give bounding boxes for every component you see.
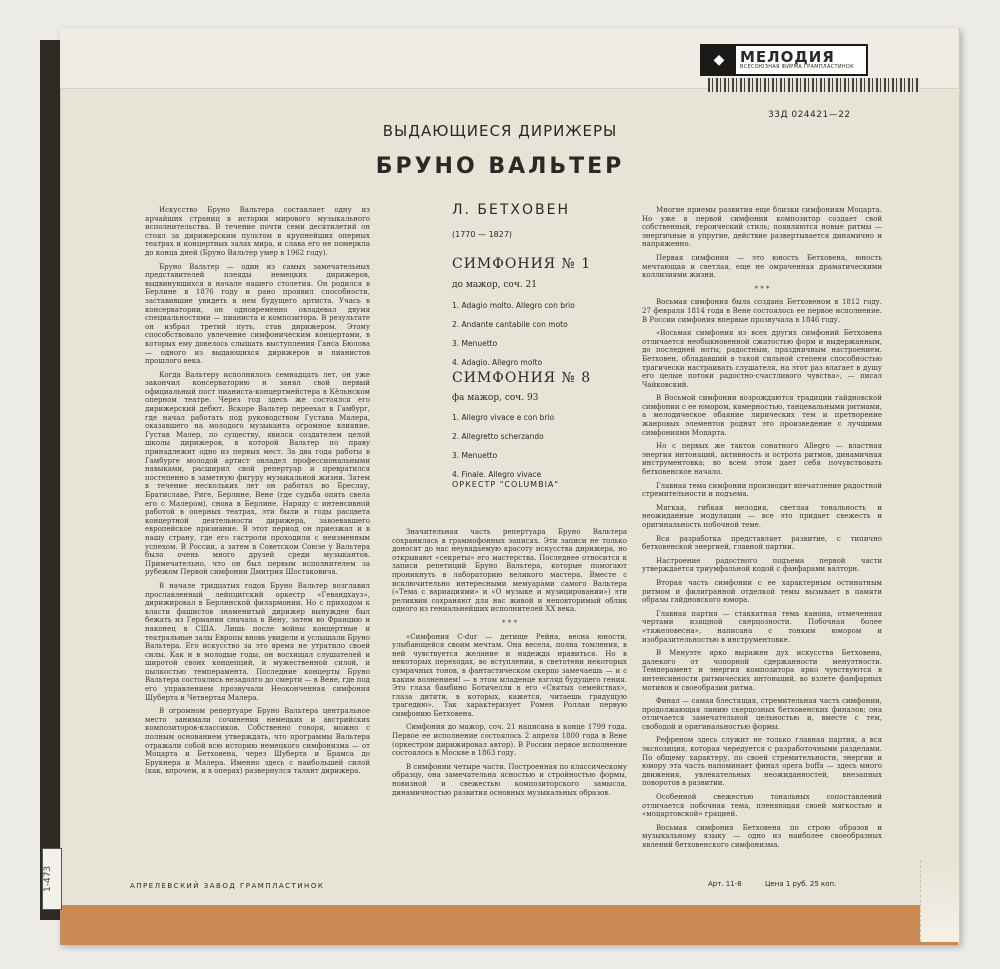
paragraph: Восьмая симфония была создана Бетховеном в 1812 году. 27 февраля 1814 года в Вене состоялось ее первое исполнение. В России симфония впервые прозвучала в 1846 году. [642, 298, 882, 324]
symphony-8-movements [452, 408, 554, 484]
paragraph: «Восьмая симфония из всех других симфоний Бетховена отличается необыкновенной сжатостью форм и выдержанным, до последней ноты, радостным, праздничным настроением. Бетховен, обладавший в такой сильной степени способностью трагически настраивать слушателя, на этот раз влагает в душу его целые потоки радостно-счастливого чувства», — писал Чайковский. [642, 329, 882, 389]
composer-dates: (1770 — 1827) [452, 230, 513, 239]
paragraph: Первая симфония — это юность Бетховена, юность мечтающая и светлая, еще не омраченная драматическими коллизиями жизни. [642, 253, 882, 280]
conductor-name: БРУНО ВАЛЬТЕР [375, 154, 625, 179]
paragraph: В начале тридцатых годов Бруно Вальтер возглавил прославленный лейпцигский оркестр «Гевандхауз», дирижировал в Берлинской филармонии. Но с приходом к власти фашистов знаменитый дирижер вынужден был бежать из Германии сначала в Вену, затем во Францию и наконец в США. Лишь после войны концертные и театральные залы Европы вновь увидели и услышали Бруно Вальтера. Его искусство за это время не утратило своей силы. Как и в молодые годы, он восхищал слушателей и широтой своих концепций, и мужественной силой, и пылкостью темперамента. Последние концерты Бруно Вальтера состоялись незадолго до смерти — в Вене, где под его управлением прозвучали Неоконченная симфония Шуберта и Четвертая Малера. [145, 581, 370, 702]
symphony-1-title: СИМФОНИЯ № 1 [452, 256, 592, 272]
paragraph: Вся разработка представляет развитие, с типично бетховенской энергией, главной партии. [642, 534, 882, 552]
price-label: Цена 1 руб. 25 коп. [765, 880, 837, 888]
logo-subtitle: ВСЕСОЮЗНАЯ ФИРМА ГРАМПЛАСТИНОК [740, 64, 855, 70]
paragraph: Симфония до мажор, соч. 21 написана в конце 1799 года. Первое ее исполнение состоялось 2 апреля 1800 года в Вене (оркестром дирижировал автор). В России первое исполнение состоялось в Москве в 1863 году. [392, 723, 627, 758]
symphony-8-title: СИМФОНИЯ № 8 [452, 370, 592, 386]
orchestra-name: ОРКЕСТР "COLUMBIA" [452, 480, 560, 489]
decorative-strip [708, 78, 920, 92]
movement-item: 2. Allegretto scherzando [452, 432, 544, 441]
section-divider: * * * [502, 618, 517, 627]
paragraph: В огромном репертуаре Бруно Вальтера центральное место занимали сочинения немецких и австрийских композиторов-классиков. Собственно говоря, можно с полным основанием утверждать, что программы Вальтера отражали собой всю историю немецкого симфонизма — от Моцарта и Бетховена, через Шуберта и Брамса до Брукнера и Малера. Именно здесь с наибольшей силой (как, впрочем, и в операх) развернулся талант дирижера. [145, 707, 370, 776]
movement-item: 4. Adagio. Allegro molto [452, 358, 543, 367]
article-number: Арт. 11-8 [708, 880, 742, 888]
paragraph: Значительная часть репертуара Бруно Вальтера сохранилась в граммофонных записях. Эти записи не только доносят до нас неувядаемую красоту искусства дирижера, но открывают «секреты» его мастерства. Последнее относится к записи репетиций Бруно Вальтера, которые помогают проникнуть в лабораторию великого мастера. Вместе с исключительно интересными мемуарами самого Вальтера («Тема с вариациями» и «О музыке и музицировании») эти реликвии сохраняют для нас живой и неповторимый облик одного из гениальнейших исполнителей XX века. [392, 528, 627, 614]
paragraph: Главная партия — стаккатная тема канона, отмеченная чертами изящной скерцозности. Побочная более «тяжеловесна», написана с тонким юмором и изобразительностью в инструментовке. [642, 609, 882, 644]
left-text-column [145, 206, 370, 781]
paragraph: Когда Вальтеру исполнилось семнадцать лет, он уже закончил консерваторию и занял свой первый официальный пост пианиста-концертмейстера в Кёльнском оперном театре. Через год здесь же состоялся его дирижерский дебют. Вскоре Вальтер переехал в Гамбург, где начал работать под руководством Густава Малера, оказавшего на молодого музыканта огромное влияние. Густав Малер, по существу, явился создателем целой школы дирижеров, в которой Вальтер по праву принадлежит одно из первых мест. За два года работы в Гамбурге молодой артист овладел профессиональными навыками, расширил свой репертуар и превратился постепенно в заметную фигуру музыкальной жизни. Затем в течение нескольких лет он работал во Бреслау, Братиславе, Риге, Берлине, Вене (где судьба опять свела его с Малером), снова в Берлине. Наряду с интенсивной работой в оперных театрах, эти были и годы расцвета концертной деятельности дирижера, завоевавшего европейское признание. В этот период он приезжал и в нашу страну, где его гастроли проходили с неизменным успехом. В России, а затем в Советском Союзе у Вальтера было очень много друзей среди музыкантов. Примечательно, что он был первым исполнителем за рубежом Первой симфонии Дмитрия Шостаковича. [145, 370, 370, 577]
paragraph: «Симфония C-dur — детище Рейна, весна юности, улыбающейся своим мечтам. Она весела, полна томления, в ней чувствуется желание и надежда нравиться. Но в некоторых переходах, во вступлении, в светотени некоторых сумрачных тонов, в фантастическом скерцо замечаешь — и с каким волнением! — в этом младенце взгляд будущего гения. Это глаза бамбино Ботичелли в его «Святых семействах», глаза дитяти, в которых, кажется, читаешь грядущую трагедию». Так характеризует Ромен Роллан первую симфонию Бетховена. [392, 632, 627, 718]
series-title: ВЫДАЮЩИЕСЯ ДИРИЖЕРЫ [382, 122, 618, 140]
movement-item: 1. Adagio molto. Allegro con brio [452, 301, 575, 310]
paragraph: Особенной свежестью тональных сопоставлений отличается побочная тема, пленяющая своей мягкостью и «моцартовской» грацией. [642, 793, 882, 819]
handwritten-sticker: 1-473 [42, 848, 62, 910]
section-divider: * * * [754, 284, 770, 293]
paragraph: Главная тема симфонии производит впечатление радостной стремительности и подъема. [642, 481, 882, 499]
paragraph: Восьмая симфония Бетховена по строю образов и музыкальному языку — одно из наиболее своеобразных явлений бетховенского симфонизма. [642, 823, 882, 849]
symphony-8-key: фа мажор, соч. 93 [452, 393, 539, 403]
logo-wordmark: МЕЛОДИЯ [740, 48, 835, 66]
movement-item: 3. Menuetto [452, 339, 498, 348]
catalog-number: 33Д 024421—22 [768, 110, 851, 120]
paragraph: Мягкая, гибкая мелодия, светлая тональность и неожиданные модуляции — все это придает свежесть и оригинальность побочной теме. [642, 503, 882, 529]
right-text-column [642, 206, 882, 855]
paragraph: Вторая часть симфонии с ее характерным остинатным ритмом и филигранной отделкой темы вызывает в памяти образы гайдновского юмора. [642, 578, 882, 605]
melodiya-logo-icon: ◆ [702, 46, 736, 74]
movement-item: 2. Andante cantabile con moto [452, 320, 568, 329]
paragraph: В симфонии четыре части. Построенная по классическому образцу, она замечательна ясностью и стройностью формы, новизной и свежестью композиторского замысла, динамичностью развития основных музыкальных образов. [392, 762, 627, 797]
paragraph: Финал — самая блестящая, стремительная часть симфонии, продолжающая линию скерцозных бетховенских финалов; она отличается замечательной цельностью и, вместе с тем, свободой и оригинальностью формы. [642, 697, 882, 731]
bottom-edge [60, 905, 958, 945]
middle-text-column [392, 528, 627, 802]
paragraph: Многие приемы развития еще близки симфониям Моцарта. Но уже в первой симфонии композитор создает свой собственный, героический стиль; появляются новые ритмы — энергичные и упругие, действие развертывается динамично и напряженно. [642, 206, 882, 249]
paragraph: Но с первых же тактов сонатного Allegro — властная энергия интонаций, активность и острота ритмов, динамичная инструментовка; во всем этом дает себя почувствовать бетховенское начало. [642, 442, 882, 477]
paragraph: Настроение радостного подъема первой части утверждается триумфальной кодой с фанфарами валторн. [642, 556, 882, 574]
paragraph: Бруно Вальтер — один из самых замечательных представителей плеяды немецких дирижеров, выдвинувшихся в начале нашего столетия. Он родился в Берлине в 1876 году и рано проявил способности, заставившие увидеть в нем будущего артиста. Учась в консерватории, он одновременно овладевал двумя специальностями — пианиста и композитора. В результате он избрал третий путь, став дирижером. Этому способствовало увлечение симфоническим концертами, в которых ему довелось слышать выступления Ганса Бюлова — одного из выдающихся дирижеров и пианистов прошлого века. [145, 262, 370, 366]
movement-item: 4. Finale. Allegro vivace [452, 470, 542, 479]
factory-name: АПРЕЛЕВСКИЙ ЗАВОД ГРАМПЛАСТИНОК [130, 882, 325, 890]
paragraph: В Менуэте ярко выражен дух искусства Бетховена, далекого от чопорной сдержанности менуэтности. Темперамент и энергия композитора ярко чувствуются в интенсивности ритмических интонаций, во взлете фанфарных мотивов и своеобразии ритма. [642, 649, 882, 692]
paragraph: Рефреном здесь служит не только главная партия, а вся экспозиция, которая чередуется с разработочными разделами. По общему характеру, по своей стремительности, энергии и юмору эта часть напоминает финал opera buffa — здесь много движения, увлекательных неожиданностей, внезапных поворотов в развитии. [642, 736, 882, 788]
paragraph: В Восьмой симфонии возрождаются традиции гайдновской симфонии с ее юмором, камерностью, танцевальными ритмами, а мелодическое обаяние лирических тем и претворение жанровых элементов роднят это произведение с лучшими симфониями Моцарта. [642, 394, 882, 437]
melodiya-logo [700, 44, 868, 76]
composer-name: Л. БЕТХОВЕН [452, 202, 571, 218]
movement-item: 3. Menuetto [452, 451, 498, 460]
torn-corner [920, 860, 959, 942]
paragraph: Искусство Бруно Вальтера составляет одну из ярчайших страниц в истории мирового музыкального исполнительства. В течение почти семи десятилетий он стоял за дирижерским пультом в крупнейших оперных театрах и концертных залах мира, и слава его не померкла до конца дней (Бруно Вальтер умер в 1962 году). [145, 206, 370, 257]
movement-item: 1. Allegro vivace e con brio [452, 413, 555, 422]
symphony-1-movements [452, 296, 575, 372]
symphony-1-key: до мажор, соч. 21 [452, 280, 537, 290]
